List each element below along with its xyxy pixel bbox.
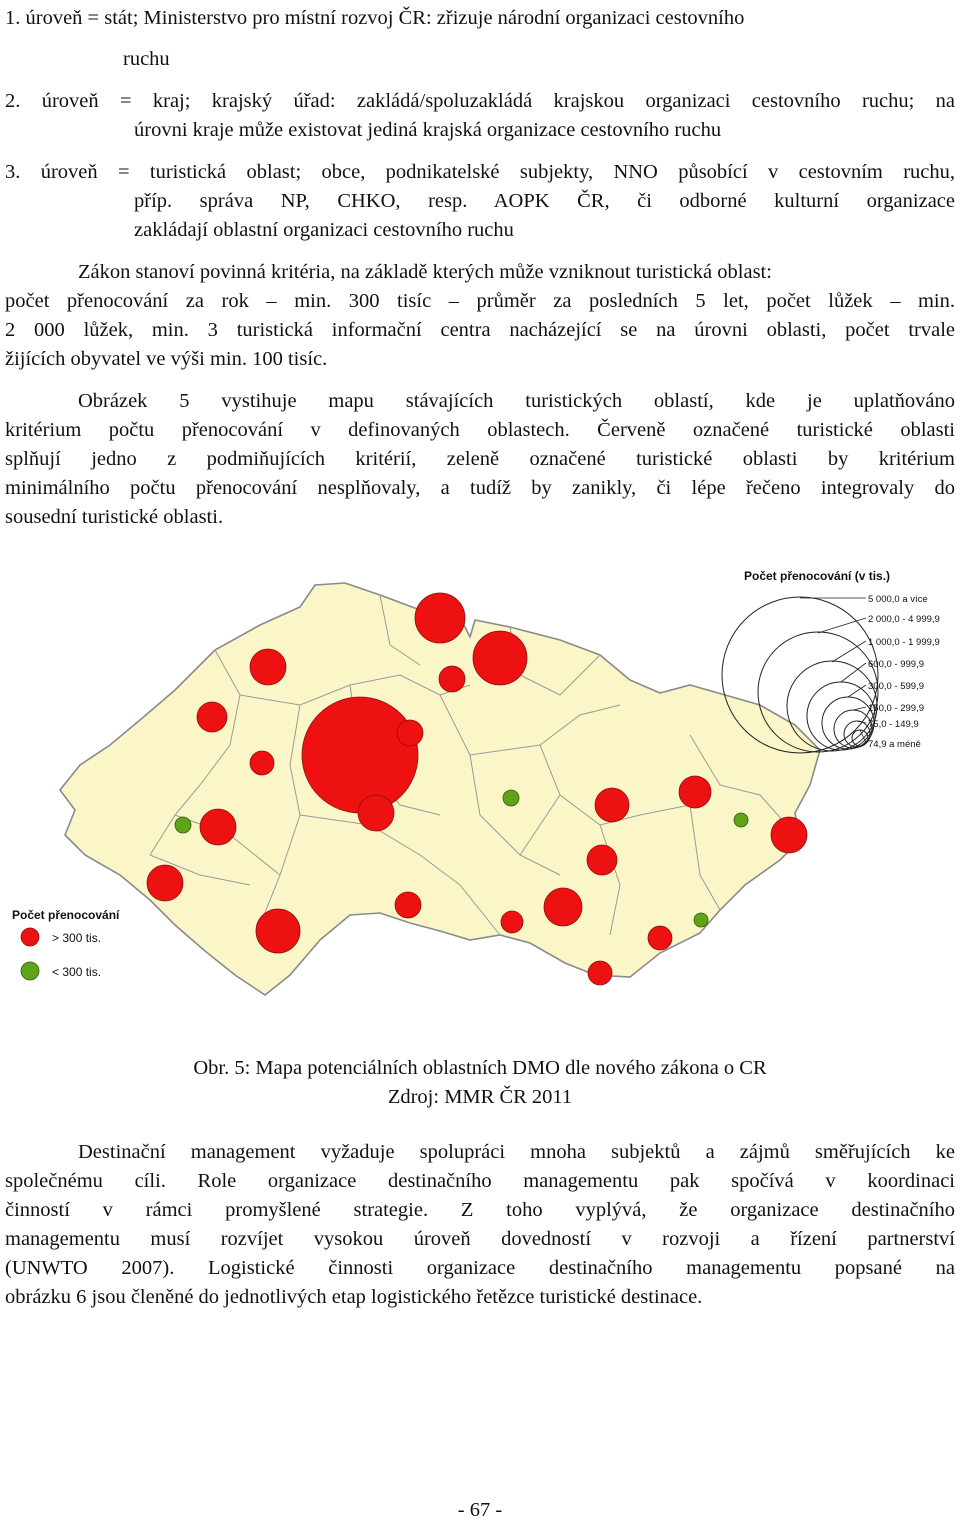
bubble <box>415 593 465 643</box>
bubble <box>250 649 286 685</box>
color-legend <box>12 908 120 980</box>
bubble <box>397 720 423 746</box>
size-class-label: 1 000,0 - 1 999,9 <box>868 637 940 648</box>
para3-line-4: managementu musí rozvíjet vysokou úroveň dovedností v rozvoji a řízení partnerství <box>5 1228 955 1250</box>
bubble <box>175 817 191 833</box>
bubble <box>358 795 394 831</box>
figure-source: Zdroj: MMR ČR 2011 <box>387 1086 573 1108</box>
list-item-3-line-3: zakládají oblastní organizaci cestovního ruchu <box>134 219 514 241</box>
color-legend-title: Počet přenocování <box>12 908 120 922</box>
tourism-regions-map <box>0 555 960 1035</box>
bubble <box>771 817 807 853</box>
para1-line-4: žijících obyvatel ve výši min. 100 tisíc. <box>5 348 328 370</box>
bubble <box>587 845 617 875</box>
legend-red-label: > 300 tis. <box>52 931 102 945</box>
para1-line-2: počet přenocování za rok – min. 300 tisíc – průměr za posledních 5 let, počet lůžek – min. <box>5 290 955 312</box>
legend-green-swatch <box>21 962 39 980</box>
figure-caption: Obr. 5: Mapa potenciálních oblastních DMO dle nového zákona o CR <box>193 1057 767 1079</box>
size-class-label: 150,0 - 299,9 <box>868 703 924 714</box>
size-legend-title: Počet přenocování (v tis.) <box>744 569 891 583</box>
para2-line-2: kritérium počtu přenocování v definovaných oblastech. Červeně označené turistické oblasti <box>5 419 955 441</box>
list-item-1-line-2: ruchu <box>123 48 170 70</box>
bubble <box>544 888 582 926</box>
size-class-label: 75,0 - 149,9 <box>868 719 919 730</box>
para1-line-3: 2 000 lůžek, min. 3 turistická informační centra nacházející se na úrovni oblasti, počet trvale <box>5 319 955 341</box>
para3-line-1: Destinační management vyžaduje spolupráci mnoha subjektů a zájmů směřujících ke <box>78 1141 955 1163</box>
bubble <box>501 911 523 933</box>
bubble <box>256 909 300 953</box>
para3-line-2: společnému cíli. Role organizace destinačního managementu pak spočívá v koordinaci <box>5 1170 955 1192</box>
bubble <box>694 913 708 927</box>
para2-line-3: splňují jedno z podmiňujících kritérií, zeleně označené turistické oblasti by kritérium <box>5 448 955 470</box>
bubble <box>734 813 748 827</box>
para3-line-6: obrázku 6 jsou členěné do jednotlivých etap logistického řetězce turistické destinace. <box>5 1286 703 1308</box>
list-item-1-line-1: 1. úroveň = stát; Ministerstvo pro místní rozvoj ČR: zřizuje národní organizaci cestovního <box>5 7 745 29</box>
para2-line-5: sousední turistické oblasti. <box>5 506 224 528</box>
list-item-2-line-2: úrovni kraje může existovat jediná krajská organizace cestovního ruchu <box>134 119 722 141</box>
size-class-label: 600,0 - 999,9 <box>868 659 924 670</box>
bubble <box>439 666 465 692</box>
size-class-label: 300,0 - 599,9 <box>868 681 924 692</box>
bubble <box>473 631 527 685</box>
bubble <box>250 751 274 775</box>
size-class-labels <box>868 594 940 750</box>
bubble <box>595 788 629 822</box>
bubble <box>503 790 519 806</box>
para2-line-1: Obrázek 5 vystihuje mapu stávajících turistických oblastí, kde je uplatňováno <box>78 390 955 412</box>
bubble <box>648 926 672 950</box>
bubble <box>679 776 711 808</box>
size-class-label: 2 000,0 - 4 999,9 <box>868 614 940 625</box>
bubble <box>395 892 421 918</box>
list-item-3-line-1: 3. úroveň = turistická oblast; obce, podnikatelské subjekty, NNO působící v cestovním ruchu, <box>5 161 955 183</box>
para1-line-1: Zákon stanoví povinná kritéria, na základě kterých může vzniknout turistická oblast: <box>78 261 772 283</box>
size-class-label: 74,9 a méně <box>868 739 921 750</box>
bubble <box>200 809 236 845</box>
bubble <box>147 865 183 901</box>
size-class-label: 5 000,0 a více <box>868 594 928 605</box>
para3-line-3: činností v rámci promyšlené strategie. Z toho vyplývá, že organizace destinačního <box>5 1199 955 1221</box>
legend-red-swatch <box>21 928 39 946</box>
legend-green-label: < 300 tis. <box>52 965 102 979</box>
page-number: - 67 - <box>457 1499 503 1521</box>
list-item-3-line-2: příp. správa NP, CHKO, resp. AOPK ČR, či odborné kulturní organizace <box>134 190 955 212</box>
para2-line-4: minimálního počtu přenocování nesplňovaly, a tudíž by zanikly, či lépe řečeno integrovaly do <box>5 477 955 499</box>
para3-line-5: (UNWTO 2007). Logistické činnosti organizace destinačního managementu popsané na <box>5 1257 955 1279</box>
list-item-2-line-1: 2. úroveň = kraj; krajský úřad: zakládá/spoluzakládá krajskou organizaci cestovního ruchu; na <box>5 90 955 112</box>
bubble <box>302 697 418 813</box>
bubble <box>588 961 612 985</box>
bubble <box>197 702 227 732</box>
